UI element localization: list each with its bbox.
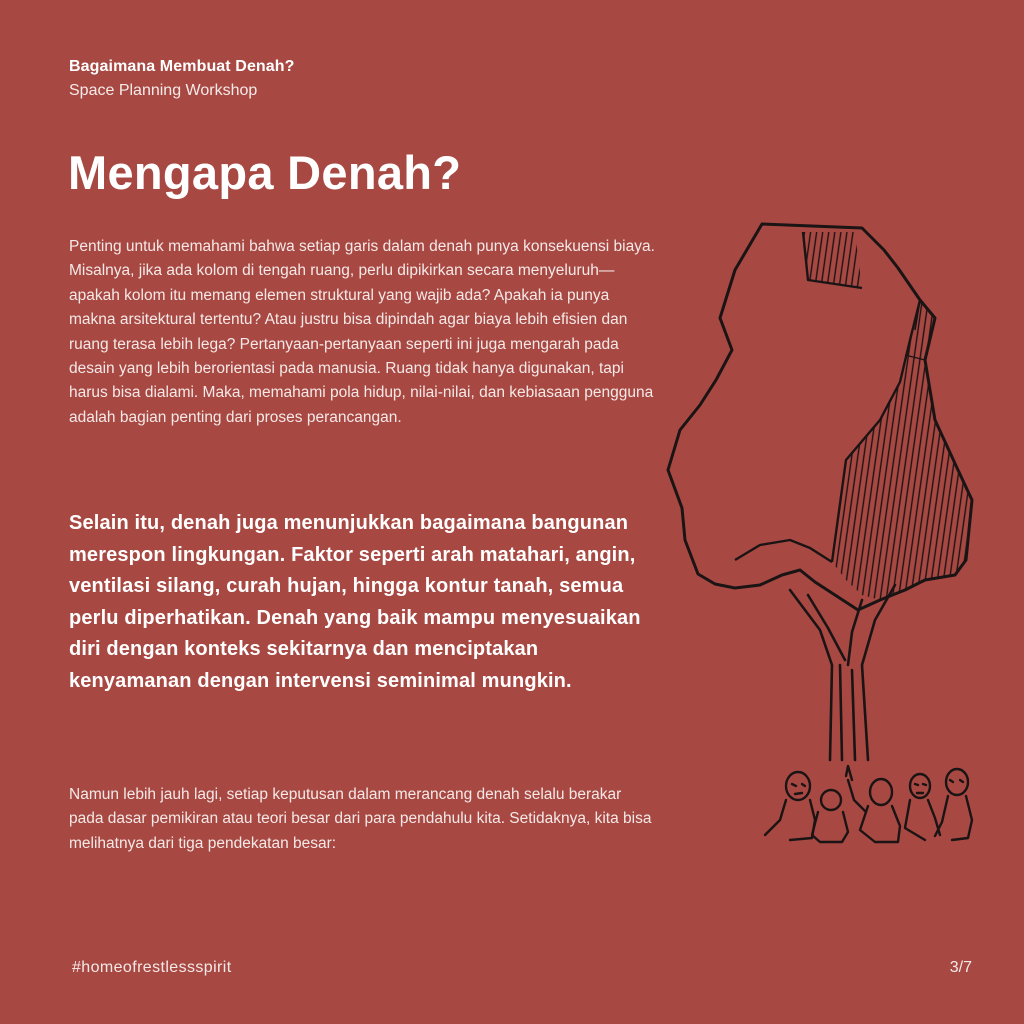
canopy-shading (735, 228, 980, 620)
page-number: 3/7 (949, 959, 972, 976)
hashtag: #homeofrestlessspirit (72, 959, 232, 976)
page-title: Mengapa Denah? (68, 146, 462, 199)
seated-people (765, 766, 972, 842)
body-paragraph-1: Penting untuk memahami bahwa setiap garis dalam denah punya konsekuensi biaya. Misalnya, jika ada kolom di tengah ruang, perlu dipikirkan secara menyeluruh—apakah kolom itu memang elemen struktural yang wajib ada? Apakah ia punya makna arsitektural tertentu? Atau justru bisa dipindah agar biaya lebih efisien dan ruang terasa lebih lega? Pertanyaan-pertanyaan seperti ini juga mengarah pada desain yang lebih berorientasi pada manusia. Ruang tidak hanya digunakan, tapi harus bisa dialami. Maka, memahami pola hidup, nilai-nilai, dan kebiasaan pengguna adalah bagian penting dari proses perancangan. (69, 238, 655, 426)
tree-with-people-illustration (655, 215, 985, 855)
body-paragraph-3: Namun lebih jauh lagi, setiap keputusan dalam merancang denah selalu berakar pada dasar pemikiran atau teori besar dari para pendahulu kita. Setidaknya, kita bisa melihatnya dari tiga pendekatan besar: (69, 786, 652, 852)
tree-trunk (790, 585, 895, 760)
series-subtitle: Space Planning Workshop (69, 82, 258, 99)
emphasis-paragraph: Selain itu, denah juga menunjukkan bagaimana bangunan merespon lingkungan. Faktor seperti arah matahari, angin, ventilasi silang, curah hujan, hingga kontur tanah, semua perlu diperhatikan. Denah yang baik mampu menyesuaikan diri dengan konteks sekitarnya dan menciptakan kenyamanan dengan intervensi seminimal mungkin. (69, 512, 641, 692)
series-title: Bagaimana Membuat Denah? (69, 58, 295, 75)
